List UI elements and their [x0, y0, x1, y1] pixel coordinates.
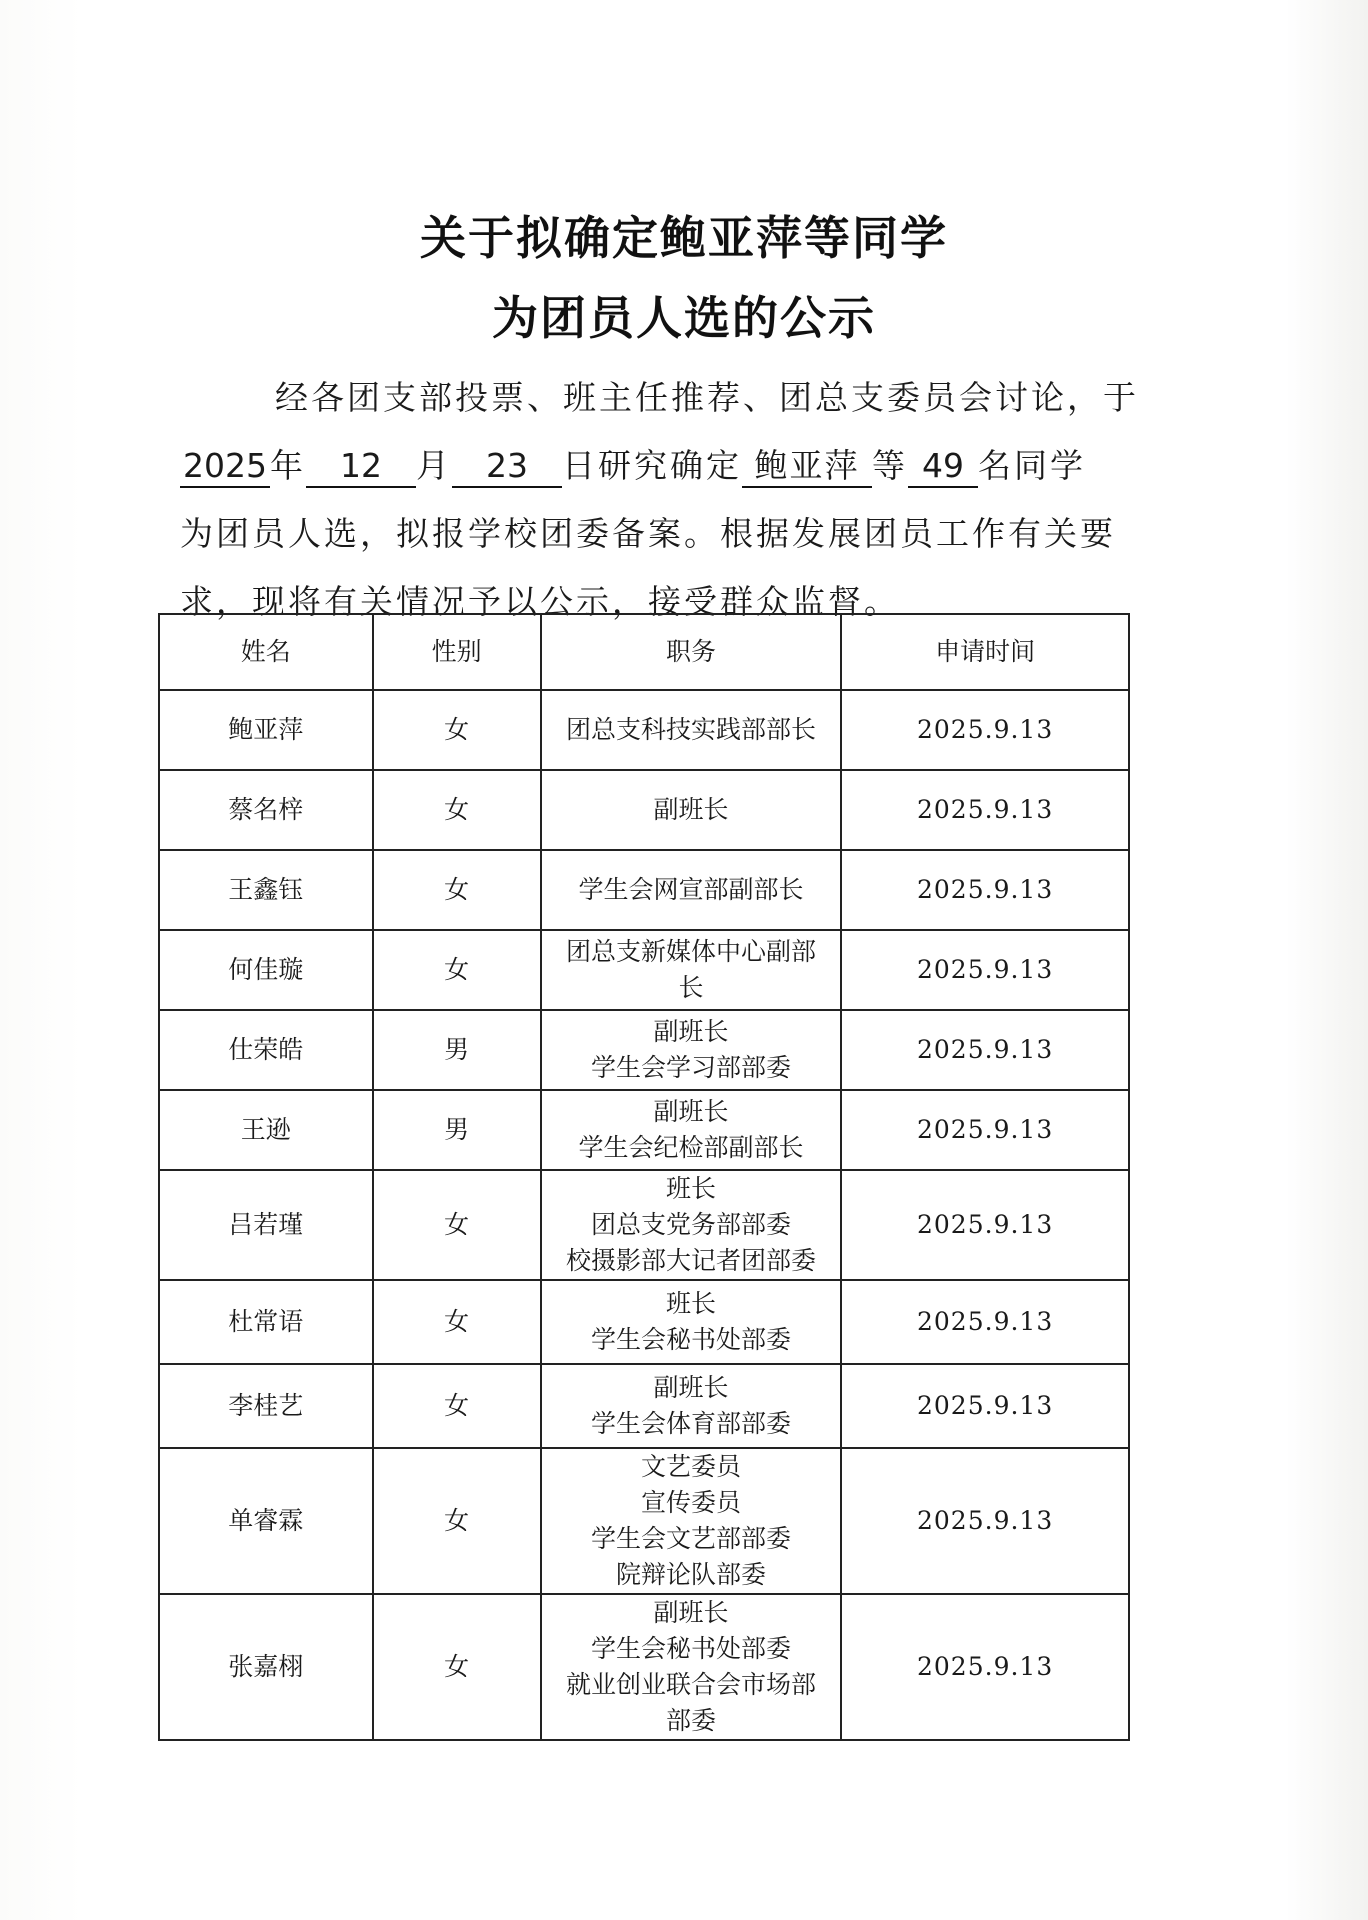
- cell-gender: 男: [373, 1010, 541, 1090]
- cell-gender: 女: [373, 1280, 541, 1364]
- cell-name: 张嘉栩: [159, 1594, 373, 1740]
- cell-position: [541, 770, 841, 850]
- position-line: 就业创业联合会市场部: [566, 1670, 817, 1699]
- header-name: 姓名: [159, 614, 373, 690]
- cell-name: 单睿霖: [159, 1448, 373, 1594]
- header-apply-date: 申请时间: [841, 614, 1129, 690]
- cell-position: [541, 850, 841, 930]
- notice-title-line-2: 为团员人选的公示: [492, 291, 876, 345]
- cell-apply-date: 2025.9.13: [841, 1280, 1129, 1364]
- position-line: 副班长: [653, 1017, 729, 1046]
- notice-title-line-1: 关于拟确定鲍亚萍等同学: [420, 211, 948, 265]
- cell-apply-date: 2025.9.13: [841, 770, 1129, 850]
- position-line: 长: [678, 973, 704, 1002]
- cell-gender: 男: [373, 1090, 541, 1170]
- cell-name: 鲍亚萍: [159, 690, 373, 770]
- cell-apply-date: 2025.9.13: [841, 1448, 1129, 1594]
- cell-position: [541, 690, 841, 770]
- header-gender: 性别: [373, 614, 541, 690]
- cell-gender: 女: [373, 690, 541, 770]
- cell-name: 仕荣皓: [159, 1010, 373, 1090]
- cell-apply-date: 2025.9.13: [841, 1010, 1129, 1090]
- day-suffix: 日研究确定: [562, 446, 742, 485]
- cell-apply-date: 2025.9.13: [841, 1090, 1129, 1170]
- position-line: 团总支党务部部委: [591, 1210, 792, 1239]
- table-row: [159, 690, 1129, 770]
- cell-gender: 女: [373, 770, 541, 850]
- position-line: 学生会秘书处部委: [591, 1634, 792, 1663]
- table-row: [159, 770, 1129, 850]
- table-row: [159, 1090, 1129, 1170]
- table-row: [159, 1364, 1129, 1448]
- cell-position: [541, 1010, 841, 1090]
- count-blank: 49: [908, 446, 978, 488]
- cell-name: 蔡名梓: [159, 770, 373, 850]
- position-line: 部委: [666, 1706, 717, 1735]
- cell-apply-date: 2025.9.13: [841, 1364, 1129, 1448]
- header-position: 职务: [541, 614, 841, 690]
- table-row: [159, 1594, 1129, 1740]
- intro-line-3: 为团员人选，拟报学校团委备案。根据发展团员工作有关要: [180, 514, 1116, 553]
- position-line: 学生会网宣部副部长: [578, 875, 804, 904]
- cell-position: [541, 1448, 841, 1594]
- position-line: 副班长: [653, 795, 729, 824]
- position-line: 团总支新媒体中心副部: [566, 937, 817, 966]
- position-line: 校摄影部大记者团部委: [566, 1246, 817, 1275]
- position-line: 院辩论队部委: [616, 1560, 767, 1589]
- intro-line-2: [180, 432, 1130, 500]
- cell-gender: 女: [373, 1364, 541, 1448]
- intro-paragraph: [180, 364, 1139, 636]
- cell-apply-date: 2025.9.13: [841, 690, 1129, 770]
- cell-apply-date: 2025.9.13: [841, 1594, 1129, 1740]
- position-line: 班长: [666, 1289, 717, 1318]
- month-unit: 月: [416, 446, 452, 485]
- position-line: 班长: [666, 1174, 717, 1203]
- table-row: [159, 1448, 1129, 1594]
- position-line: 副班长: [653, 1097, 729, 1126]
- position-line: 学生会文艺部部委: [591, 1524, 792, 1553]
- position-line: 宣传委员: [641, 1488, 742, 1517]
- position-line: 副班长: [653, 1598, 729, 1627]
- cell-gender: 女: [373, 930, 541, 1010]
- table-body: [159, 690, 1129, 1740]
- position-line: 学生会纪检部副部长: [578, 1133, 804, 1162]
- cell-position: [541, 1170, 841, 1280]
- year-unit: 年: [270, 446, 306, 485]
- year-blank: 2025: [180, 446, 270, 488]
- cell-position: [541, 1594, 841, 1740]
- position-line: 学生会秘书处部委: [591, 1325, 792, 1354]
- position-line: 文艺委员: [641, 1452, 742, 1481]
- table-header-row: [159, 614, 1129, 690]
- cell-position: [541, 1364, 841, 1448]
- cell-gender: 女: [373, 1170, 541, 1280]
- cell-name: 王鑫钰: [159, 850, 373, 930]
- table-row: [159, 930, 1129, 1010]
- lead-name-blank: 鲍亚萍: [742, 446, 872, 488]
- cell-name: 李桂艺: [159, 1364, 373, 1448]
- cell-position: [541, 930, 841, 1010]
- candidate-table: [158, 613, 1130, 1741]
- cell-apply-date: 2025.9.13: [841, 850, 1129, 930]
- table-row: [159, 1170, 1129, 1280]
- day-blank: 23: [452, 446, 562, 488]
- position-line: 学生会学习部部委: [591, 1053, 792, 1082]
- cell-gender: 女: [373, 1448, 541, 1594]
- cell-apply-date: 2025.9.13: [841, 930, 1129, 1010]
- cell-gender: 女: [373, 1594, 541, 1740]
- table-row: [159, 850, 1129, 930]
- intro-line-4: 求，现将有关情况予以公示，接受群众监督。: [180, 582, 900, 621]
- cell-name: 王逊: [159, 1090, 373, 1170]
- position-line: 学生会体育部部委: [591, 1409, 792, 1438]
- count-suffix: 名同学: [978, 446, 1086, 485]
- cell-position: [541, 1280, 841, 1364]
- intro-line-1: 经各团支部投票、班主任推荐、团总支委员会讨论，于: [275, 378, 1139, 417]
- table-row: [159, 1280, 1129, 1364]
- cell-name: 杜常语: [159, 1280, 373, 1364]
- position-line: 团总支科技实践部部长: [566, 715, 817, 744]
- cell-name: 何佳璇: [159, 930, 373, 1010]
- month-blank: 12: [306, 446, 416, 488]
- cell-name: 吕若瑾: [159, 1170, 373, 1280]
- position-line: 副班长: [653, 1373, 729, 1402]
- cell-gender: 女: [373, 850, 541, 930]
- deng-text: 等: [872, 446, 908, 485]
- cell-apply-date: 2025.9.13: [841, 1170, 1129, 1280]
- table-row: [159, 1010, 1129, 1090]
- cell-position: [541, 1090, 841, 1170]
